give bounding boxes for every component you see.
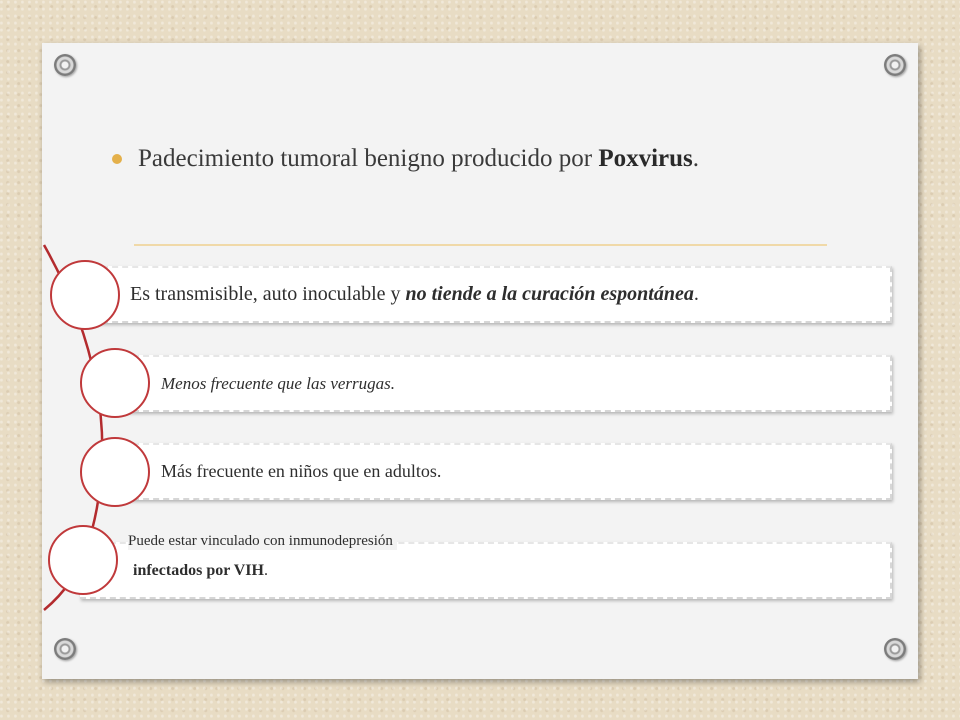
list-item-1-text: Es transmisible, auto inoculable y no tiende a la curación espontánea. [130, 283, 699, 305]
list-item-4 [80, 542, 892, 599]
list-item-4-line1: Puede estar vinculado con inmunodepresión [128, 533, 397, 550]
list-item-4-circle [48, 525, 118, 595]
list-item-2-text: Menos frecuente que las verrugas. [161, 373, 396, 393]
screw-icon-top-left [54, 54, 76, 76]
intro-bullet [112, 139, 699, 179]
list-item-1 [92, 266, 892, 323]
list-item-1-circle [50, 260, 120, 330]
list-item-2-circle [80, 348, 150, 418]
list-item-3 [123, 443, 892, 500]
list-item-4-line2: infectados por VIH. [133, 561, 268, 579]
bullet-dot-icon [112, 154, 122, 164]
screw-icon-bottom-left [54, 638, 76, 660]
list-item-3-text: Más frecuente en niños que en adultos. [161, 461, 442, 481]
screw-icon-bottom-right [884, 638, 906, 660]
divider [134, 244, 827, 246]
list-item-3-circle [80, 437, 150, 507]
list-item-2 [123, 355, 892, 412]
screw-icon-top-right [884, 54, 906, 76]
intro-text: Padecimiento tumoral benigno producido por Poxvirus. [138, 145, 700, 172]
